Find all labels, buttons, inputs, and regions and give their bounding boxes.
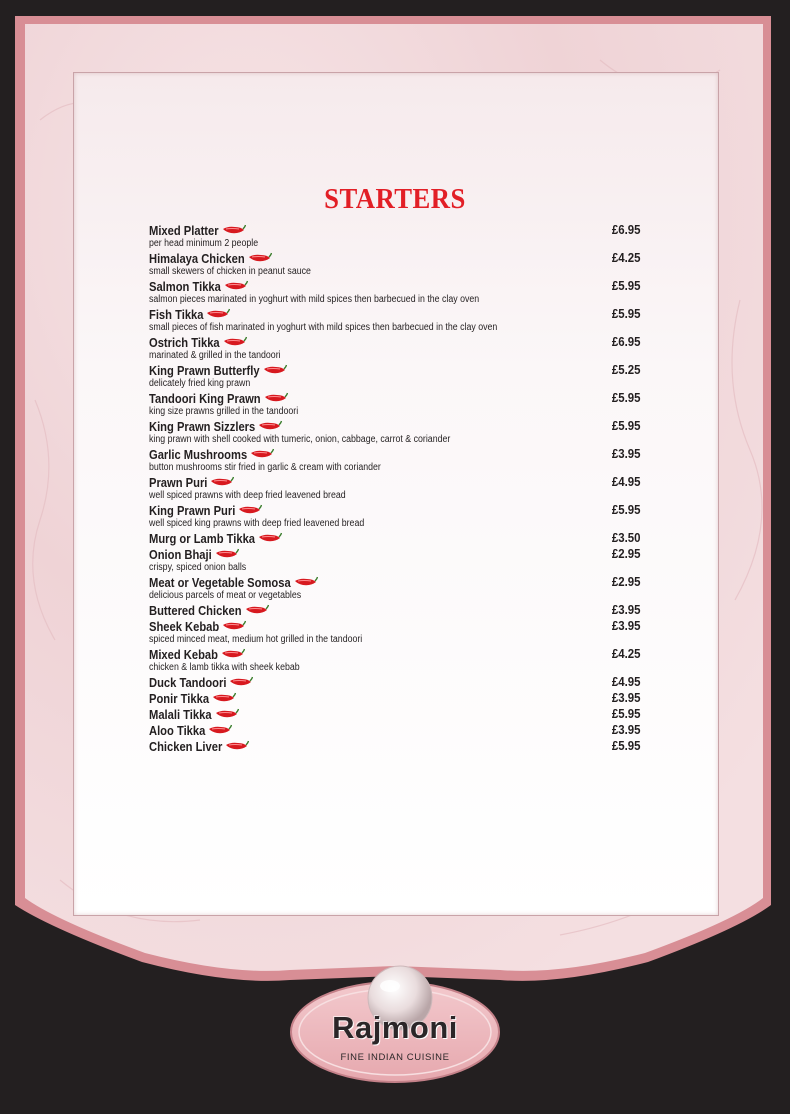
chili-icon — [208, 724, 232, 736]
menu-item-price: £5.95 — [612, 706, 641, 721]
menu-item-description: small skewers of chicken in peanut sauce — [149, 266, 311, 277]
menu-item — [149, 574, 641, 602]
menu-item-row — [149, 474, 641, 490]
menu-item-name: Sheek Kebab — [149, 619, 220, 634]
menu-item-row — [149, 306, 641, 322]
menu-item-price: £3.95 — [612, 690, 641, 705]
menu-item-row — [149, 574, 641, 590]
menu-item-name: Salmon Tikka — [149, 279, 221, 294]
menu-item-description: crispy, spiced onion balls — [149, 562, 247, 573]
menu-item-row — [149, 278, 641, 294]
menu-item-price: £5.25 — [612, 362, 641, 377]
menu-item-description: delicately fried king prawn — [149, 378, 251, 389]
chili-icon — [258, 532, 282, 544]
menu-item-name: Tandoori King Prawn — [149, 391, 261, 406]
menu-item-description: marinated & grilled in the tandoori — [149, 350, 281, 361]
menu-item-row — [149, 690, 641, 706]
menu-item — [149, 738, 641, 754]
chili-icon — [215, 708, 239, 720]
menu-item-name: Mixed Platter — [149, 223, 219, 238]
menu-item-name: Murg or Lamb Tikka — [149, 531, 256, 546]
menu-item — [149, 334, 641, 362]
chili-icon — [206, 308, 230, 320]
menu-item — [149, 546, 641, 574]
menu-item — [149, 674, 641, 690]
menu-item-name: Onion Bhaji — [149, 547, 212, 562]
menu-item-name: Malali Tikka — [149, 707, 212, 722]
menu-item — [149, 390, 641, 418]
menu-item-row — [149, 390, 641, 406]
menu-item-name: Ostrich Tikka — [149, 335, 220, 350]
menu-item-price: £5.95 — [612, 306, 641, 321]
menu-item-price: £3.95 — [612, 722, 641, 737]
brand-name: Rajmoni — [332, 1010, 458, 1045]
chili-icon — [210, 476, 234, 488]
menu-item-price: £5.95 — [612, 418, 641, 433]
menu-item-row — [149, 446, 641, 462]
chili-icon — [238, 504, 262, 516]
menu-item-name: King Prawn Butterfly — [149, 363, 260, 378]
menu-item-description: chicken & lamb tikka with sheek kebab — [149, 662, 300, 673]
menu-item-description: delicious parcels of meat or vegetables — [149, 590, 302, 601]
menu-item-description: well spiced king prawns with deep fried leavened bread — [149, 518, 365, 529]
menu-item-row — [149, 546, 641, 562]
menu-item-row — [149, 646, 641, 662]
chili-icon — [294, 576, 318, 588]
menu-item-row — [149, 502, 641, 518]
menu-item-row — [149, 738, 641, 754]
menu-item — [149, 602, 641, 618]
menu-item-name: Prawn Puri — [149, 475, 208, 490]
menu-item-price: £5.95 — [612, 738, 641, 753]
menu-item-description: king size prawns grilled in the tandoori — [149, 406, 299, 417]
menu-item — [149, 446, 641, 474]
menu-item-price: £5.95 — [612, 278, 641, 293]
menu-item-price: £5.95 — [612, 502, 641, 517]
menu-item-price: £2.95 — [612, 574, 641, 589]
menu-item-description: button mushrooms stir fried in garlic & cream with coriander — [149, 462, 381, 473]
menu-item-row — [149, 618, 641, 634]
menu-item-name: King Prawn Sizzlers — [149, 419, 256, 434]
menu-item-price: £3.95 — [612, 618, 641, 633]
menu-item-name: Meat or Vegetable Somosa — [149, 575, 291, 590]
menu-item — [149, 722, 641, 738]
menu-item-row — [149, 250, 641, 266]
menu-item-name: Chicken Liver — [149, 739, 223, 754]
menu-item-description: per head minimum 2 people — [149, 238, 259, 249]
menu-item-name: King Prawn Puri — [149, 503, 236, 518]
menu-item-price: £6.95 — [612, 222, 641, 237]
chili-icon — [225, 740, 249, 752]
menu-item-row — [149, 418, 641, 434]
chili-icon — [222, 620, 246, 632]
menu-item-name: Garlic Mushrooms — [149, 447, 248, 462]
menu-item-price: £3.50 — [612, 530, 641, 545]
menu-item-description: salmon pieces marinated in yoghurt with mild spices then barbecued in the clay oven — [149, 294, 480, 305]
menu-item-price: £4.25 — [612, 646, 641, 661]
menu-item-row — [149, 222, 641, 238]
chili-icon — [250, 448, 274, 460]
menu-item — [149, 690, 641, 706]
chili-icon — [222, 224, 246, 236]
menu-item-description: king prawn with shell cooked with tumeric, onion, cabbage, carrot & coriander — [149, 434, 451, 445]
menu-item-price: £4.95 — [612, 674, 641, 689]
chili-icon — [264, 392, 288, 404]
menu-item — [149, 418, 641, 446]
menu-item-price: £2.95 — [612, 546, 641, 561]
section-title: STARTERS — [324, 183, 466, 215]
menu-item-price: £6.95 — [612, 334, 641, 349]
menu-item — [149, 618, 641, 646]
menu-item-name: Buttered Chicken — [149, 603, 242, 618]
menu-item-price: £5.95 — [612, 390, 641, 405]
menu-item — [149, 502, 641, 530]
menu-item — [149, 530, 641, 546]
menu-item-row — [149, 722, 641, 738]
brand-tagline: FINE INDIAN CUISINE — [340, 1052, 450, 1063]
menu-item-name: Himalaya Chicken — [149, 251, 245, 266]
chili-icon — [258, 420, 282, 432]
menu-item — [149, 706, 641, 722]
menu-item-description: spiced minced meat, medium hot grilled in the tandoori — [149, 634, 363, 645]
chili-icon — [248, 252, 272, 264]
chili-icon — [229, 676, 253, 688]
menu-item-price: £4.25 — [612, 250, 641, 265]
menu-list — [149, 222, 641, 754]
menu-item-price: £4.95 — [612, 474, 641, 489]
chili-icon — [245, 604, 269, 616]
menu-item — [149, 362, 641, 390]
menu-item-name: Aloo Tikka — [149, 723, 206, 738]
menu-item-row — [149, 674, 641, 690]
menu-item-row — [149, 362, 641, 378]
menu-item-row — [149, 706, 641, 722]
chili-icon — [263, 364, 287, 376]
menu-item-row — [149, 530, 641, 546]
menu-item — [149, 222, 641, 250]
chili-icon — [212, 692, 236, 704]
menu-item-name: Fish Tikka — [149, 307, 204, 322]
menu-item-name: Mixed Kebab — [149, 647, 218, 662]
menu-item-name: Ponir Tikka — [149, 691, 210, 706]
chili-icon — [224, 280, 248, 292]
menu-item-description: well spiced prawns with deep fried leavened bread — [149, 490, 346, 501]
menu-item-description: small pieces of fish marinated in yoghurt with mild spices then barbecued in the clay oven — [149, 322, 498, 333]
menu-item-row — [149, 334, 641, 350]
menu-item-name: Duck Tandoori — [149, 675, 227, 690]
chili-icon — [221, 648, 245, 660]
chili-icon — [215, 548, 239, 560]
menu-item-row — [149, 602, 641, 618]
menu-item — [149, 474, 641, 502]
menu-item-price: £3.95 — [612, 602, 641, 617]
menu-item — [149, 646, 641, 674]
chili-icon — [223, 336, 247, 348]
menu-item — [149, 306, 641, 334]
menu-item-price: £3.95 — [612, 446, 641, 461]
menu-item — [149, 250, 641, 278]
menu-item — [149, 278, 641, 306]
